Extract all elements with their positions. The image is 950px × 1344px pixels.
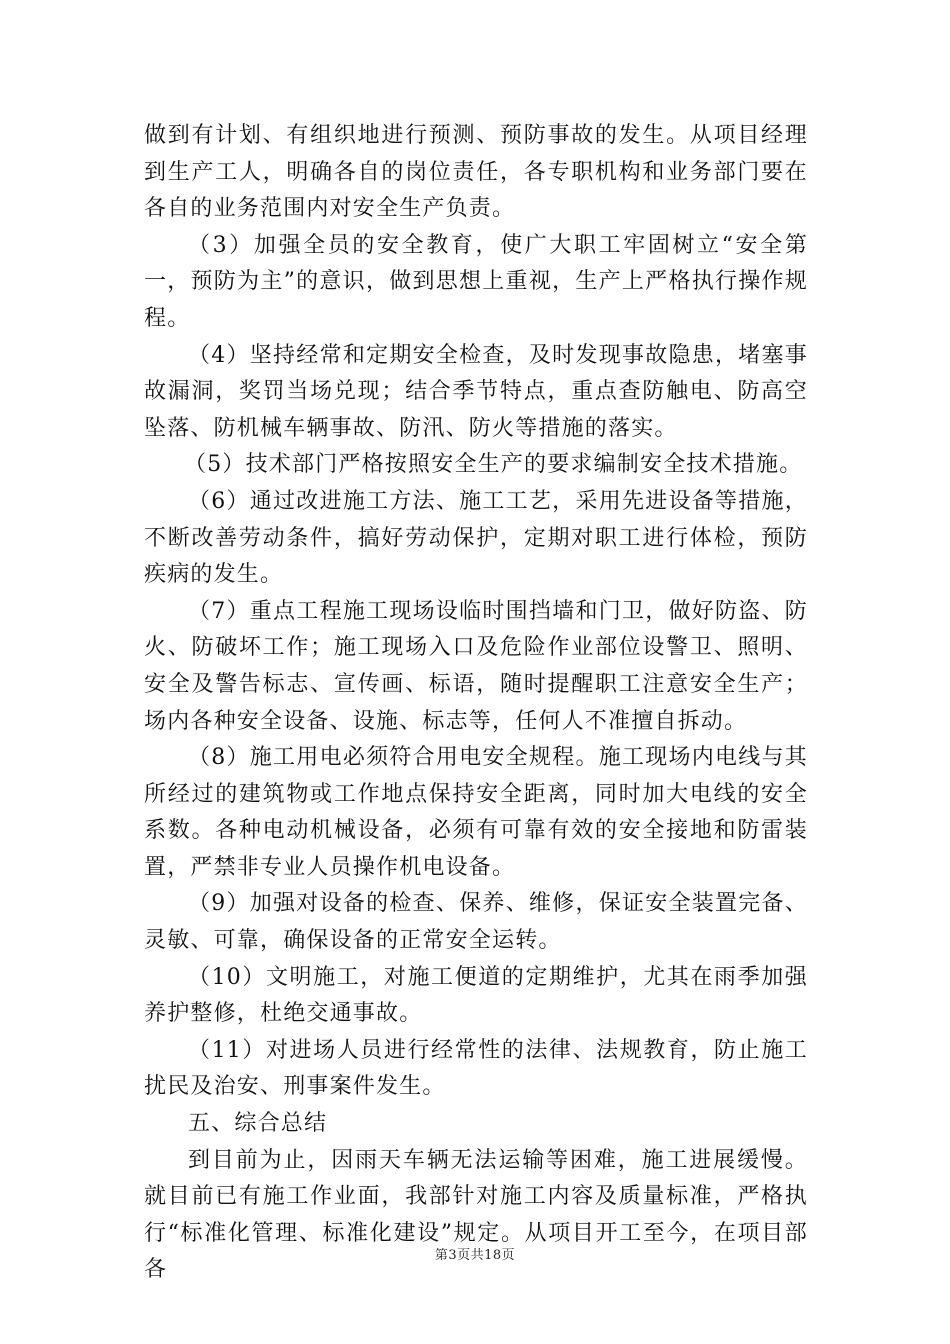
paragraph-continuation: 做到有计划、有组织地进行预测、预防事故的发生。从项目经理到生产工人，明确各自的岗位责任，各专职机构和业务部门要在各自的业务范围内对安全生产负责。 (144, 123, 808, 222)
paragraph-item-9: （9）加强对设备的检查、保养、维修，保证安全装置完备、灵敏、可靠，确保设备的正常安全运转。 (144, 891, 808, 954)
paragraph-item-3: （3）加强全员的安全教育，使广大职工牢固树立“安全第一，预防为主”的意识，做到思想上重视，生产上严格执行操作规程。 (144, 232, 808, 331)
document-body (144, 118, 808, 1289)
paragraph-item-4: （4）坚持经常和定期安全检查，及时发现事故隐患，堵塞事故漏洞，奖罚当场兑现；结合季节特点，重点查防触电、防高空坠落、防机械车辆事故、防汛、防火等措施的落实。 (144, 342, 808, 441)
paragraph-item-7: （7）重点工程施工现场设临时围挡墙和门卫，做好防盗、防火、防破坏工作；施工现场入口及危险作业部位设警卫、照明、安全及警告标志、宣传画、标语，随时提醒职工注意安全生产；场内各种安全设备、设施、标志等，任何人不准擅自拆动。 (144, 598, 808, 734)
paragraph-item-10: （10）文明施工，对施工便道的定期维护，尤其在雨季加强养护整修，杜绝交通事故。 (144, 964, 808, 1027)
page-footer: 第3页共18页 (434, 1248, 516, 1263)
paragraph-summary: 到目前为止，因雨天车辆无法运输等困难，施工进展缓慢。就目前已有施工作业面，我部针对施工内容及质量标准，严格执行“标准化管理、标准化建设”规定。从项目开工至今，在项目部各 (144, 1147, 808, 1283)
paragraph-item-6: （6）通过改进施工方法、施工工艺，采用先进设备等措施，不断改善劳动条件，搞好劳动保护，定期对职工进行体检，预防疾病的发生。 (144, 488, 808, 588)
section-heading-summary: 五、综合总结 (188, 1111, 328, 1137)
paragraph-item-8: （8）施工用电必须符合用电安全规程。施工现场内电线与其所经过的建筑物或工作地点保持安全距离，同时加大电线的安全系数。各种电动机械设备，必须有可靠有效的安全接地和防雷装置，严禁非专业人员操作机电设备。 (144, 745, 808, 880)
paragraph-item-11: （11）对进场人员进行经常性的法律、法规教育，防止施工扰民及治安、刑事案件发生。 (144, 1037, 808, 1100)
paragraph-item-5: （5）技术部门严格按照安全生产的要求编制安全技术措施。 (184, 452, 803, 478)
